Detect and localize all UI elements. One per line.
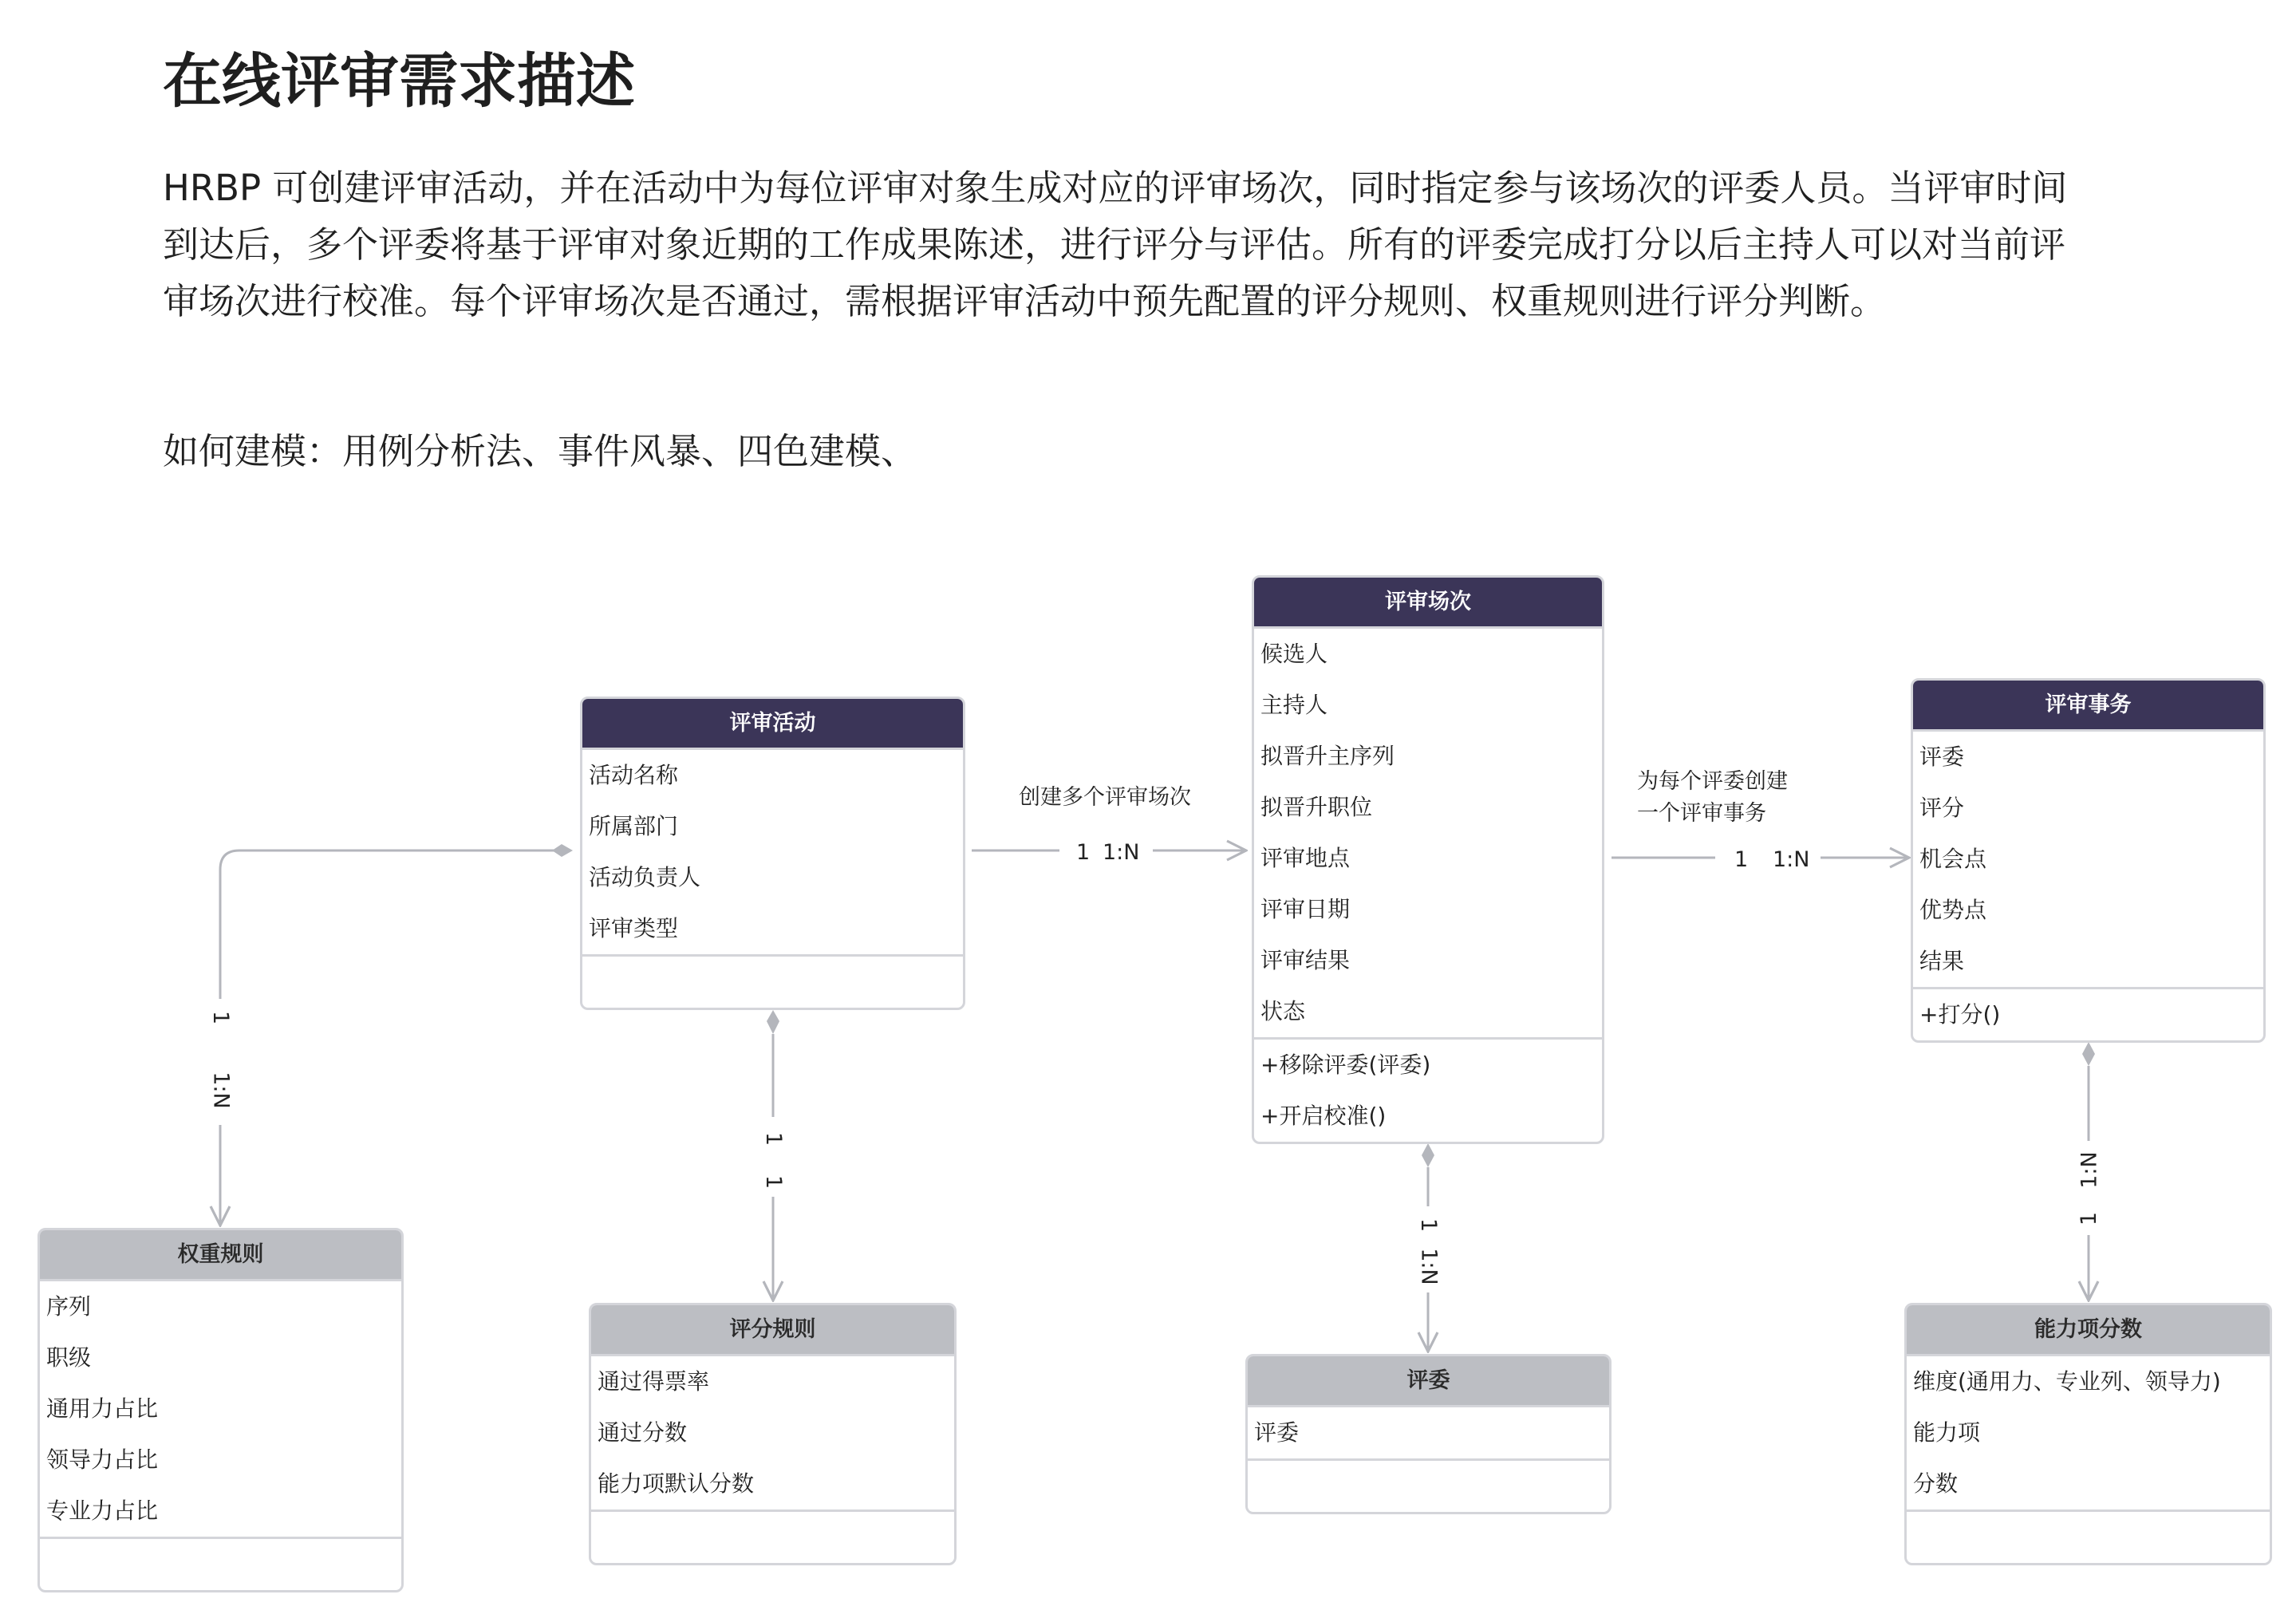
multiplicity-activity-weight-dst: 1:N: [208, 1071, 234, 1109]
class-header: 能力项分数: [1907, 1305, 2270, 1354]
class-attribute: 评委: [1919, 744, 1965, 770]
diamond-session-judge: [1422, 1143, 1434, 1167]
class-attribute: 通用力占比: [46, 1395, 159, 1422]
class-review-affair[interactable]: [1911, 678, 2266, 1043]
multiplicity-session-judge-dst: 1:N: [1416, 1248, 1442, 1285]
class-methods: [591, 1509, 954, 1563]
class-methods: [1913, 987, 2263, 1040]
relation-label-session-affair-1: 为每个评委创建: [1637, 769, 1788, 794]
class-ability-score[interactable]: [1904, 1303, 2272, 1565]
diamond-activity-score-rule: [767, 1010, 779, 1034]
multiplicity-activity-weight-src: 1: [208, 1010, 234, 1025]
class-methods: [582, 954, 963, 1008]
connector-activity-weight: [220, 850, 560, 1225]
class-attributes: [591, 1354, 954, 1509]
class-attribute: 主持人: [1260, 692, 1328, 718]
class-methods: [40, 1537, 401, 1590]
class-attribute: 评委: [1254, 1419, 1300, 1446]
class-attribute: 能力项: [1913, 1419, 1981, 1446]
class-attribute: 候选人: [1260, 641, 1328, 667]
class-review-session[interactable]: [1252, 575, 1604, 1144]
class-methods: [1907, 1509, 2270, 1563]
multiplicity-activity-session-dst: 1:N: [1103, 840, 1140, 865]
class-methods: [1254, 1037, 1602, 1142]
class-attribute: 序列: [46, 1293, 92, 1320]
multiplicity-activity-score-rule-dst: 1: [761, 1174, 787, 1190]
class-attributes: [1254, 626, 1602, 1037]
class-header: 评委: [1248, 1356, 1609, 1405]
class-header: 评审活动: [582, 699, 963, 748]
requirement-description: HRBP 可创建评审活动，并在活动中为每位评审对象生成对应的评审场次，同时指定参与该场次的评委人员。当评审时间到达后，多个评委将基于评审对象近期的工作成果陈述，进行评分与评估。所有的评委完成打分以后主持人可以对当前评审场次进行校准。每个评审场次是否通过，需根据评审活动中预先配置的评分规则、权重规则进行评分判断。: [163, 167, 2068, 322]
class-attribute: 拟晋升主序列: [1260, 743, 1395, 769]
class-attribute: 活动负责人: [589, 864, 701, 890]
class-review-activity[interactable]: [580, 697, 965, 1010]
class-attribute: 所属部门: [589, 813, 679, 839]
class-attribute: 评审类型: [589, 915, 679, 941]
modeling-methods: 如何建模：用例分析法、事件风暴、四色建模、: [163, 430, 917, 472]
multiplicity-affair-ability-dst: 1:N: [2077, 1151, 2102, 1189]
class-header: 权重规则: [40, 1230, 401, 1279]
class-attributes: [40, 1279, 401, 1537]
class-attribute: 领导力占比: [46, 1446, 159, 1473]
class-attribute: 分数: [1913, 1470, 1959, 1497]
multiplicity-activity-session-src: 1: [1076, 840, 1091, 865]
class-attribute: 评审结果: [1260, 947, 1351, 973]
class-attribute: 能力项默认分数: [598, 1470, 755, 1497]
class-attribute: 评审地点: [1260, 845, 1351, 871]
diamond-activity-weight: [552, 844, 573, 857]
multiplicity-session-affair-dst: 1:N: [1773, 847, 1810, 872]
class-attribute: 机会点: [1919, 846, 1987, 872]
class-attributes: [582, 748, 963, 954]
class-header: 评分规则: [591, 1305, 954, 1354]
multiplicity-activity-score-rule-src: 1: [761, 1131, 787, 1146]
class-attribute: 活动名称: [589, 762, 679, 788]
class-attribute: 评分: [1919, 795, 1965, 821]
class-methods: [1248, 1458, 1609, 1512]
class-attribute: 拟晋升职位: [1260, 794, 1373, 820]
class-score-rule[interactable]: [589, 1303, 957, 1565]
relation-label-session-affair-2: 一个评审事务: [1637, 801, 1766, 826]
class-attributes: [1248, 1405, 1609, 1458]
class-attribute: 状态: [1260, 998, 1306, 1024]
class-attribute: 通过分数: [598, 1419, 688, 1446]
class-method: +打分(): [1919, 1001, 2001, 1028]
class-attribute: 优势点: [1919, 897, 1987, 923]
class-header: 评审事务: [1913, 681, 2263, 729]
class-weight-rule[interactable]: [37, 1228, 404, 1592]
multiplicity-affair-ability-src: 1: [2077, 1211, 2102, 1226]
class-attribute: 职级: [46, 1344, 92, 1371]
class-attributes: [1907, 1354, 2270, 1509]
class-header: 评审场次: [1254, 578, 1602, 626]
class-attribute: 结果: [1919, 948, 1965, 974]
class-attribute: 专业力占比: [46, 1498, 159, 1524]
multiplicity-session-affair-src: 1: [1734, 847, 1749, 872]
diamond-affair-ability: [2082, 1042, 2095, 1066]
class-method: +移除评委(评委): [1260, 1052, 1431, 1078]
class-method: +开启校准(): [1260, 1103, 1387, 1129]
relation-label-activity-session: 创建多个评审场次: [1019, 785, 1191, 810]
class-attributes: [1913, 729, 2263, 987]
class-attribute: 通过得票率: [598, 1368, 710, 1395]
class-judge[interactable]: [1245, 1354, 1612, 1514]
class-attribute: 维度(通用力、专业列、领导力): [1913, 1368, 2221, 1395]
class-attribute: 评审日期: [1260, 896, 1351, 922]
multiplicity-session-judge-src: 1: [1416, 1217, 1442, 1233]
page-title: 在线评审需求描述: [163, 47, 635, 116]
